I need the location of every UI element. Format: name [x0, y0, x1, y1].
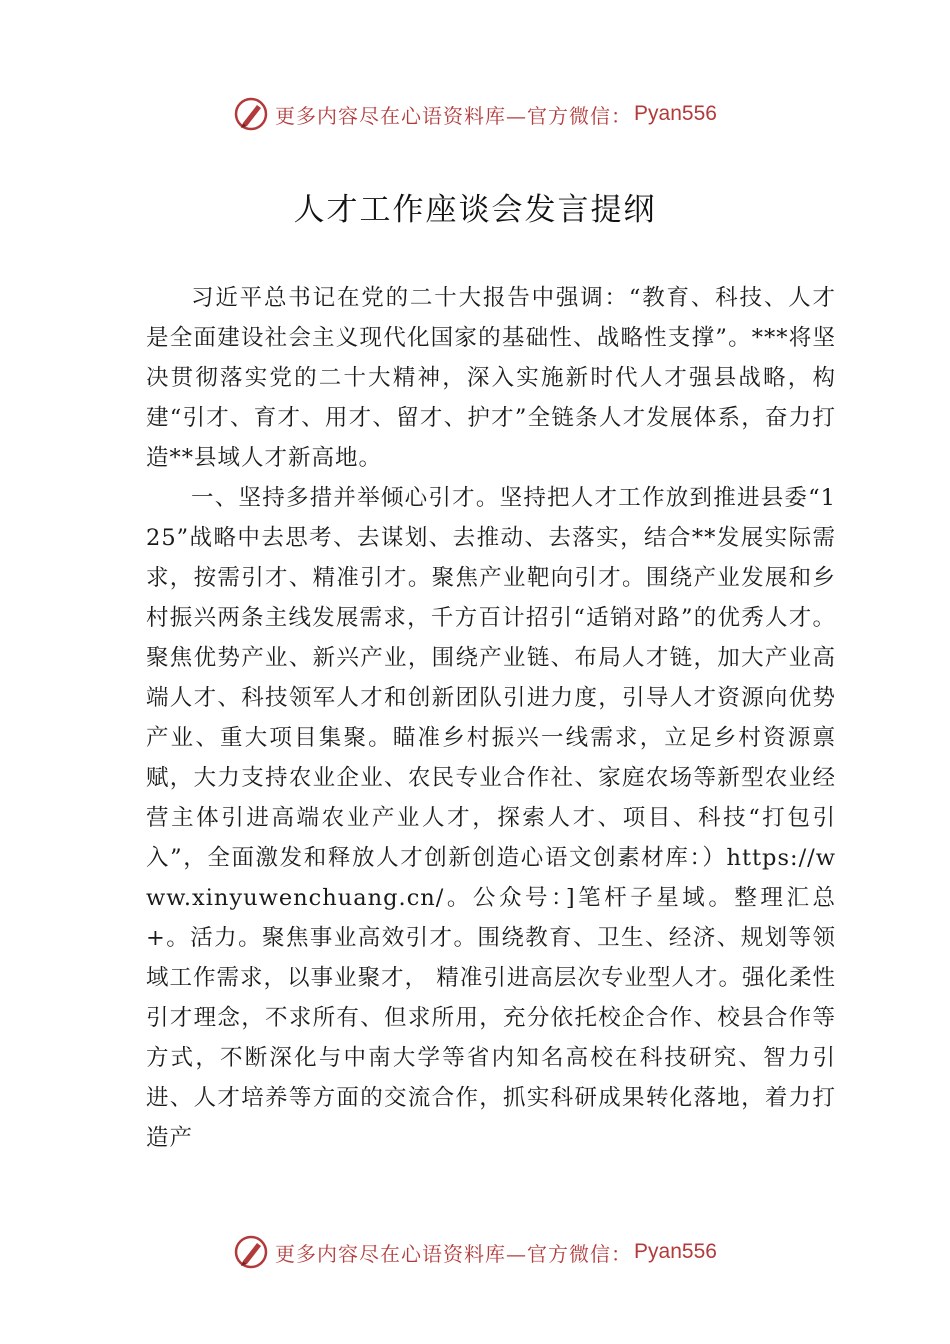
banner-wechat-id: Pyan556 — [634, 102, 717, 125]
banner-text: 更多内容尽在心语资料库—官方微信： — [275, 103, 633, 128]
pen-logo-icon — [233, 96, 269, 132]
footer-banner — [0, 1232, 950, 1272]
pen-logo-icon — [233, 1234, 269, 1270]
paragraph-intro: 习近平总书记在党的二十大报告中强调：“教育、科技、人才是全面建设社会主义现代化国家的基础性、战略性支撑”。***将坚决贯彻落实党的二十大精神，深入实施新时代人才强县战略，构建“引才、育才、用才、留才、护才”全链条人才发展体系，奋力打造**县域人才新高地。 — [146, 285, 836, 471]
document-title: 人才工作座谈会发言提纲 — [293, 192, 657, 228]
paragraph-section-1: 一、坚持多措并举倾心引才。坚持把人才工作放到推进县委“125”战略中去思考、去谋划、去推动、去落实，结合**发展实际需求，按需引才、精准引才。聚焦产业靶向引才。围绕产业发展和乡村振兴两条主线发展需求，千方百计招引“适销对路”的优秀人才。聚焦优势产业、新兴产业，围绕产业链、布局人才链，加大产业高端人才、科技领军人才和创新团队引进力度，引导人才资源向优势产业、重大项目集聚。瞄准乡村振兴一线需求，立足乡村资源禀赋，大力支持农业企业、农民专业合作社、家庭农场等新型农业经营主体引进高端农业产业人才，探索人才、项目、科技“打包引入”，全面激发和释放人才创新创造心语文创素材库：）https://www.xinyuwenchuang.cn/。公众号：]笔杆子星域。整理汇总+。活力。聚焦事业高效引才。围绕教育、卫生、经济、规划等领域工作需求，以事业聚才， 精准引进高层次专业型人才。强化柔性引才理念，不求所有、但求所用，充分依托校企合作、校县合作等方式，不断深化与中南大学等省内知名高校在科技研究、智力引进、人才培养等方面的交流合作，抓实科研成果转化落地，着力打造产 — [146, 485, 836, 1151]
banner-text: 更多内容尽在心语资料库—官方微信： — [275, 1241, 633, 1266]
banner-wechat-id: Pyan556 — [634, 1240, 717, 1263]
header-banner — [0, 94, 950, 134]
document-body — [146, 278, 836, 1158]
